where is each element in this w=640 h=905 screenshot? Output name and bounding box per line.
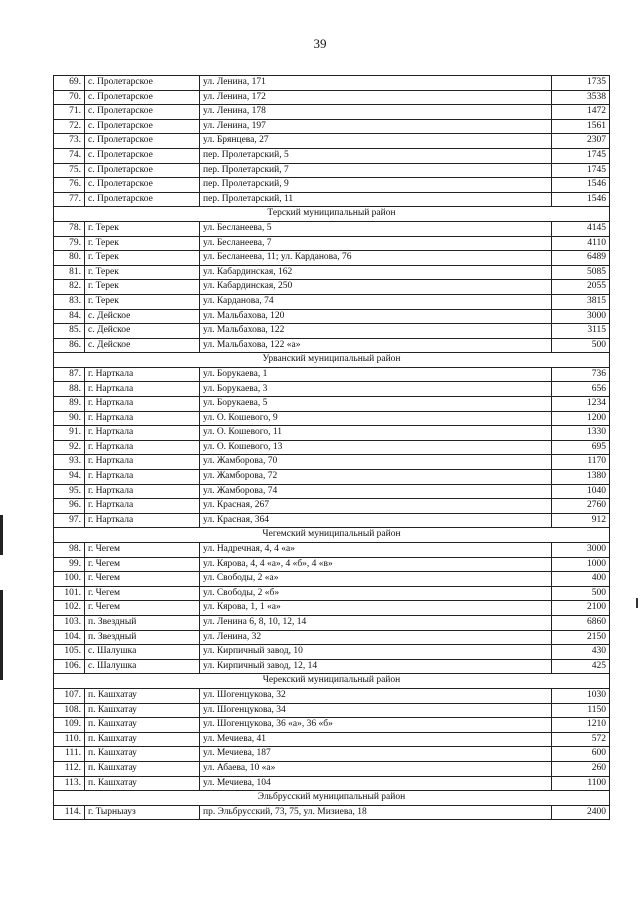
row-number: 82.: [54, 280, 85, 295]
row-number: 87.: [54, 367, 85, 382]
address-cell: ул. О. Кошевого, 9: [200, 411, 552, 426]
row-number: 103.: [54, 615, 85, 630]
address-cell: ул. О. Кошевого, 11: [200, 426, 552, 441]
scan-margin-mark: [0, 515, 3, 555]
locality-cell: с. Пролетарское: [85, 148, 200, 163]
table-row: [54, 805, 610, 820]
value-cell: 425: [552, 659, 610, 674]
table-row: [54, 192, 610, 207]
row-number: 70.: [54, 90, 85, 105]
row-number: 110.: [54, 732, 85, 747]
row-number: 106.: [54, 659, 85, 674]
row-number: 105.: [54, 645, 85, 660]
locality-cell: г. Нарткала: [85, 455, 200, 470]
locality-cell: г. Тырныауз: [85, 805, 200, 820]
address-cell: ул. Шогенцукова, 34: [200, 703, 552, 718]
district-title: Черекский муниципальный район: [54, 674, 610, 689]
table-row: [54, 411, 610, 426]
value-cell: 5085: [552, 265, 610, 280]
locality-cell: с. Дейское: [85, 309, 200, 324]
address-cell: ул. Свободы, 2 «а»: [200, 572, 552, 587]
value-cell: 1170: [552, 455, 610, 470]
value-cell: 2400: [552, 805, 610, 820]
value-cell: 4145: [552, 221, 610, 236]
table-row: [54, 221, 610, 236]
value-cell: 1040: [552, 484, 610, 499]
value-cell: 1234: [552, 397, 610, 412]
row-number: 109.: [54, 718, 85, 733]
locality-cell: г. Терек: [85, 251, 200, 266]
locality-cell: п. Кашхатау: [85, 747, 200, 762]
row-number: 75.: [54, 163, 85, 178]
table-row: [54, 543, 610, 558]
address-cell: ул. Ленина, 32: [200, 630, 552, 645]
address-cell: ул. Борукаева, 5: [200, 397, 552, 412]
row-number: 113.: [54, 776, 85, 791]
locality-cell: г. Чегем: [85, 586, 200, 601]
table-row: [54, 747, 610, 762]
table-row: [54, 309, 610, 324]
table-row: [54, 761, 610, 776]
value-cell: 1100: [552, 776, 610, 791]
table-row: [54, 601, 610, 616]
address-cell: ул. Мечиева, 104: [200, 776, 552, 791]
row-number: 94.: [54, 470, 85, 485]
address-cell: ул. Кабардинская, 250: [200, 280, 552, 295]
district-section-row: [54, 207, 610, 222]
table-row: [54, 338, 610, 353]
address-cell: ул. Бесланеева, 5: [200, 221, 552, 236]
table-row: [54, 134, 610, 149]
locality-cell: г. Терек: [85, 280, 200, 295]
value-cell: 1030: [552, 688, 610, 703]
row-number: 104.: [54, 630, 85, 645]
address-cell: ул. Красная, 267: [200, 499, 552, 514]
locality-cell: г. Нарткала: [85, 440, 200, 455]
registry-table-body: [54, 76, 610, 820]
row-number: 93.: [54, 455, 85, 470]
locality-cell: с. Шалушка: [85, 659, 200, 674]
table-row: [54, 645, 610, 660]
address-cell: пер. Пролетарский, 5: [200, 148, 552, 163]
district-title: Эльбрусский муниципальный район: [54, 791, 610, 806]
value-cell: 1210: [552, 718, 610, 733]
address-cell: ул. Ленина, 197: [200, 119, 552, 134]
row-number: 107.: [54, 688, 85, 703]
locality-cell: г. Нарткала: [85, 367, 200, 382]
value-cell: 1745: [552, 163, 610, 178]
locality-cell: с. Пролетарское: [85, 192, 200, 207]
address-cell: ул. Шогенцукова, 32: [200, 688, 552, 703]
value-cell: 1380: [552, 470, 610, 485]
address-cell: ул. Кярова, 4, 4 «а», 4 «б», 4 «в»: [200, 557, 552, 572]
page-number: 39: [313, 36, 327, 51]
address-cell: ул. О. Кошевого, 13: [200, 440, 552, 455]
value-cell: 2307: [552, 134, 610, 149]
address-cell: ул. Мальбахова, 120: [200, 309, 552, 324]
row-number: 77.: [54, 192, 85, 207]
housing-registry-table: [53, 75, 610, 820]
value-cell: 912: [552, 513, 610, 528]
table-row: [54, 513, 610, 528]
row-number: 76.: [54, 178, 85, 193]
value-cell: 1546: [552, 192, 610, 207]
table-row: [54, 484, 610, 499]
value-cell: 4110: [552, 236, 610, 251]
locality-cell: г. Нарткала: [85, 499, 200, 514]
table-row: [54, 163, 610, 178]
row-number: 84.: [54, 309, 85, 324]
table-row: [54, 732, 610, 747]
address-cell: ул. Кярова, 1, 1 «а»: [200, 601, 552, 616]
locality-cell: с. Пролетарское: [85, 105, 200, 120]
table-row: [54, 659, 610, 674]
row-number: 114.: [54, 805, 85, 820]
address-cell: ул. Бесланеева, 7: [200, 236, 552, 251]
address-cell: пр. Эльбрусский, 73, 75, ул. Мизиева, 18: [200, 805, 552, 820]
address-cell: ул. Бесланеева, 11; ул. Карданова, 76: [200, 251, 552, 266]
table-row: [54, 105, 610, 120]
table-row: [54, 294, 610, 309]
address-cell: ул. Ленина, 178: [200, 105, 552, 120]
locality-cell: с. Пролетарское: [85, 163, 200, 178]
address-cell: пер. Пролетарский, 11: [200, 192, 552, 207]
address-cell: ул. Мальбахова, 122: [200, 324, 552, 339]
table-row: [54, 688, 610, 703]
locality-cell: г. Нарткала: [85, 426, 200, 441]
row-number: 112.: [54, 761, 85, 776]
district-section-row: [54, 528, 610, 543]
row-number: 81.: [54, 265, 85, 280]
value-cell: 656: [552, 382, 610, 397]
value-cell: 572: [552, 732, 610, 747]
table-row: [54, 148, 610, 163]
locality-cell: с. Пролетарское: [85, 178, 200, 193]
district-section-row: [54, 353, 610, 368]
locality-cell: г. Нарткала: [85, 397, 200, 412]
locality-cell: с. Шалушка: [85, 645, 200, 660]
locality-cell: г. Чегем: [85, 557, 200, 572]
row-number: 78.: [54, 221, 85, 236]
table-row: [54, 367, 610, 382]
locality-cell: с. Пролетарское: [85, 76, 200, 91]
address-cell: пер. Пролетарский, 7: [200, 163, 552, 178]
table-row: [54, 615, 610, 630]
address-cell: ул. Жамборова, 72: [200, 470, 552, 485]
row-number: 80.: [54, 251, 85, 266]
value-cell: 1745: [552, 148, 610, 163]
row-number: 88.: [54, 382, 85, 397]
row-number: 69.: [54, 76, 85, 91]
table-row: [54, 557, 610, 572]
locality-cell: г. Нарткала: [85, 513, 200, 528]
value-cell: 1472: [552, 105, 610, 120]
locality-cell: п. Звездный: [85, 630, 200, 645]
locality-cell: г. Терек: [85, 294, 200, 309]
row-number: 89.: [54, 397, 85, 412]
locality-cell: п. Кашхатау: [85, 718, 200, 733]
row-number: 102.: [54, 601, 85, 616]
district-section-row: [54, 791, 610, 806]
value-cell: 1330: [552, 426, 610, 441]
table-row: [54, 499, 610, 514]
address-cell: ул. Надречная, 4, 4 «а»: [200, 543, 552, 558]
address-cell: ул. Мечиева, 187: [200, 747, 552, 762]
locality-cell: п. Кашхатау: [85, 688, 200, 703]
value-cell: 3000: [552, 543, 610, 558]
table-row: [54, 776, 610, 791]
row-number: 92.: [54, 440, 85, 455]
locality-cell: с. Дейское: [85, 324, 200, 339]
address-cell: ул. Борукаева, 1: [200, 367, 552, 382]
value-cell: 736: [552, 367, 610, 382]
address-cell: ул. Жамборова, 74: [200, 484, 552, 499]
row-number: 83.: [54, 294, 85, 309]
table-row: [54, 90, 610, 105]
value-cell: 2055: [552, 280, 610, 295]
district-title: Чегемский муниципальный район: [54, 528, 610, 543]
value-cell: 3815: [552, 294, 610, 309]
locality-cell: с. Дейское: [85, 338, 200, 353]
locality-cell: г. Терек: [85, 221, 200, 236]
value-cell: 695: [552, 440, 610, 455]
row-number: 79.: [54, 236, 85, 251]
row-number: 72.: [54, 119, 85, 134]
locality-cell: с. Пролетарское: [85, 119, 200, 134]
address-cell: ул. Свободы, 2 «б»: [200, 586, 552, 601]
value-cell: 6489: [552, 251, 610, 266]
locality-cell: г. Чегем: [85, 601, 200, 616]
address-cell: ул. Кирпичный завод, 10: [200, 645, 552, 660]
address-cell: ул. Ленина 6, 8, 10, 12, 14: [200, 615, 552, 630]
row-number: 86.: [54, 338, 85, 353]
locality-cell: г. Чегем: [85, 543, 200, 558]
value-cell: 500: [552, 338, 610, 353]
district-section-row: [54, 674, 610, 689]
address-cell: ул. Кирпичный завод, 12, 14: [200, 659, 552, 674]
value-cell: 2150: [552, 630, 610, 645]
locality-cell: г. Чегем: [85, 572, 200, 587]
scan-margin-mark: [636, 598, 638, 608]
table-row: [54, 382, 610, 397]
row-number: 96.: [54, 499, 85, 514]
address-cell: ул. Брянцева, 27: [200, 134, 552, 149]
address-cell: ул. Мальбахова, 122 «а»: [200, 338, 552, 353]
value-cell: 400: [552, 572, 610, 587]
address-cell: ул. Красная, 364: [200, 513, 552, 528]
table-row: [54, 426, 610, 441]
address-cell: ул. Кабардинская, 162: [200, 265, 552, 280]
row-number: 111.: [54, 747, 85, 762]
address-cell: ул. Мечиева, 41: [200, 732, 552, 747]
row-number: 97.: [54, 513, 85, 528]
address-cell: ул. Ленина, 171: [200, 76, 552, 91]
value-cell: 3000: [552, 309, 610, 324]
locality-cell: г. Нарткала: [85, 484, 200, 499]
locality-cell: п. Кашхатау: [85, 703, 200, 718]
scan-margin-mark: [0, 590, 3, 680]
value-cell: 2100: [552, 601, 610, 616]
value-cell: 600: [552, 747, 610, 762]
table-row: [54, 718, 610, 733]
row-number: 91.: [54, 426, 85, 441]
value-cell: 3115: [552, 324, 610, 339]
table-row: [54, 265, 610, 280]
table-row: [54, 470, 610, 485]
value-cell: 6860: [552, 615, 610, 630]
address-cell: ул. Шогенцукова, 36 «а», 36 «б»: [200, 718, 552, 733]
value-cell: 1546: [552, 178, 610, 193]
address-cell: пер. Пролетарский, 9: [200, 178, 552, 193]
locality-cell: г. Терек: [85, 236, 200, 251]
locality-cell: г. Терек: [85, 265, 200, 280]
row-number: 95.: [54, 484, 85, 499]
value-cell: 1150: [552, 703, 610, 718]
locality-cell: п. Кашхатау: [85, 776, 200, 791]
locality-cell: с. Пролетарское: [85, 134, 200, 149]
district-title: Урванский муниципальный район: [54, 353, 610, 368]
address-cell: ул. Ленина, 172: [200, 90, 552, 105]
row-number: 100.: [54, 572, 85, 587]
table-row: [54, 236, 610, 251]
address-cell: ул. Жамборова, 70: [200, 455, 552, 470]
table-row: [54, 280, 610, 295]
locality-cell: п. Кашхатау: [85, 732, 200, 747]
value-cell: 1000: [552, 557, 610, 572]
address-cell: ул. Абаева, 10 «а»: [200, 761, 552, 776]
row-number: 74.: [54, 148, 85, 163]
table-row: [54, 251, 610, 266]
table-row: [54, 324, 610, 339]
row-number: 90.: [54, 411, 85, 426]
table-row: [54, 455, 610, 470]
table-row: [54, 630, 610, 645]
district-title: Терский муниципальный район: [54, 207, 610, 222]
locality-cell: г. Нарткала: [85, 411, 200, 426]
table-row: [54, 397, 610, 412]
locality-cell: с. Пролетарское: [85, 90, 200, 105]
table-row: [54, 76, 610, 91]
row-number: 98.: [54, 543, 85, 558]
row-number: 101.: [54, 586, 85, 601]
locality-cell: г. Нарткала: [85, 470, 200, 485]
value-cell: 500: [552, 586, 610, 601]
address-cell: ул. Борукаева, 3: [200, 382, 552, 397]
value-cell: 430: [552, 645, 610, 660]
value-cell: 2760: [552, 499, 610, 514]
row-number: 108.: [54, 703, 85, 718]
row-number: 71.: [54, 105, 85, 120]
table-row: [54, 119, 610, 134]
value-cell: 3538: [552, 90, 610, 105]
table-row: [54, 572, 610, 587]
row-number: 73.: [54, 134, 85, 149]
value-cell: 260: [552, 761, 610, 776]
row-number: 99.: [54, 557, 85, 572]
value-cell: 1561: [552, 119, 610, 134]
value-cell: 1735: [552, 76, 610, 91]
table-row: [54, 586, 610, 601]
value-cell: 1200: [552, 411, 610, 426]
row-number: 85.: [54, 324, 85, 339]
locality-cell: п. Звездный: [85, 615, 200, 630]
address-cell: ул. Карданова, 74: [200, 294, 552, 309]
table-row: [54, 440, 610, 455]
locality-cell: г. Нарткала: [85, 382, 200, 397]
table-row: [54, 178, 610, 193]
locality-cell: п. Кашхатау: [85, 761, 200, 776]
table-row: [54, 703, 610, 718]
